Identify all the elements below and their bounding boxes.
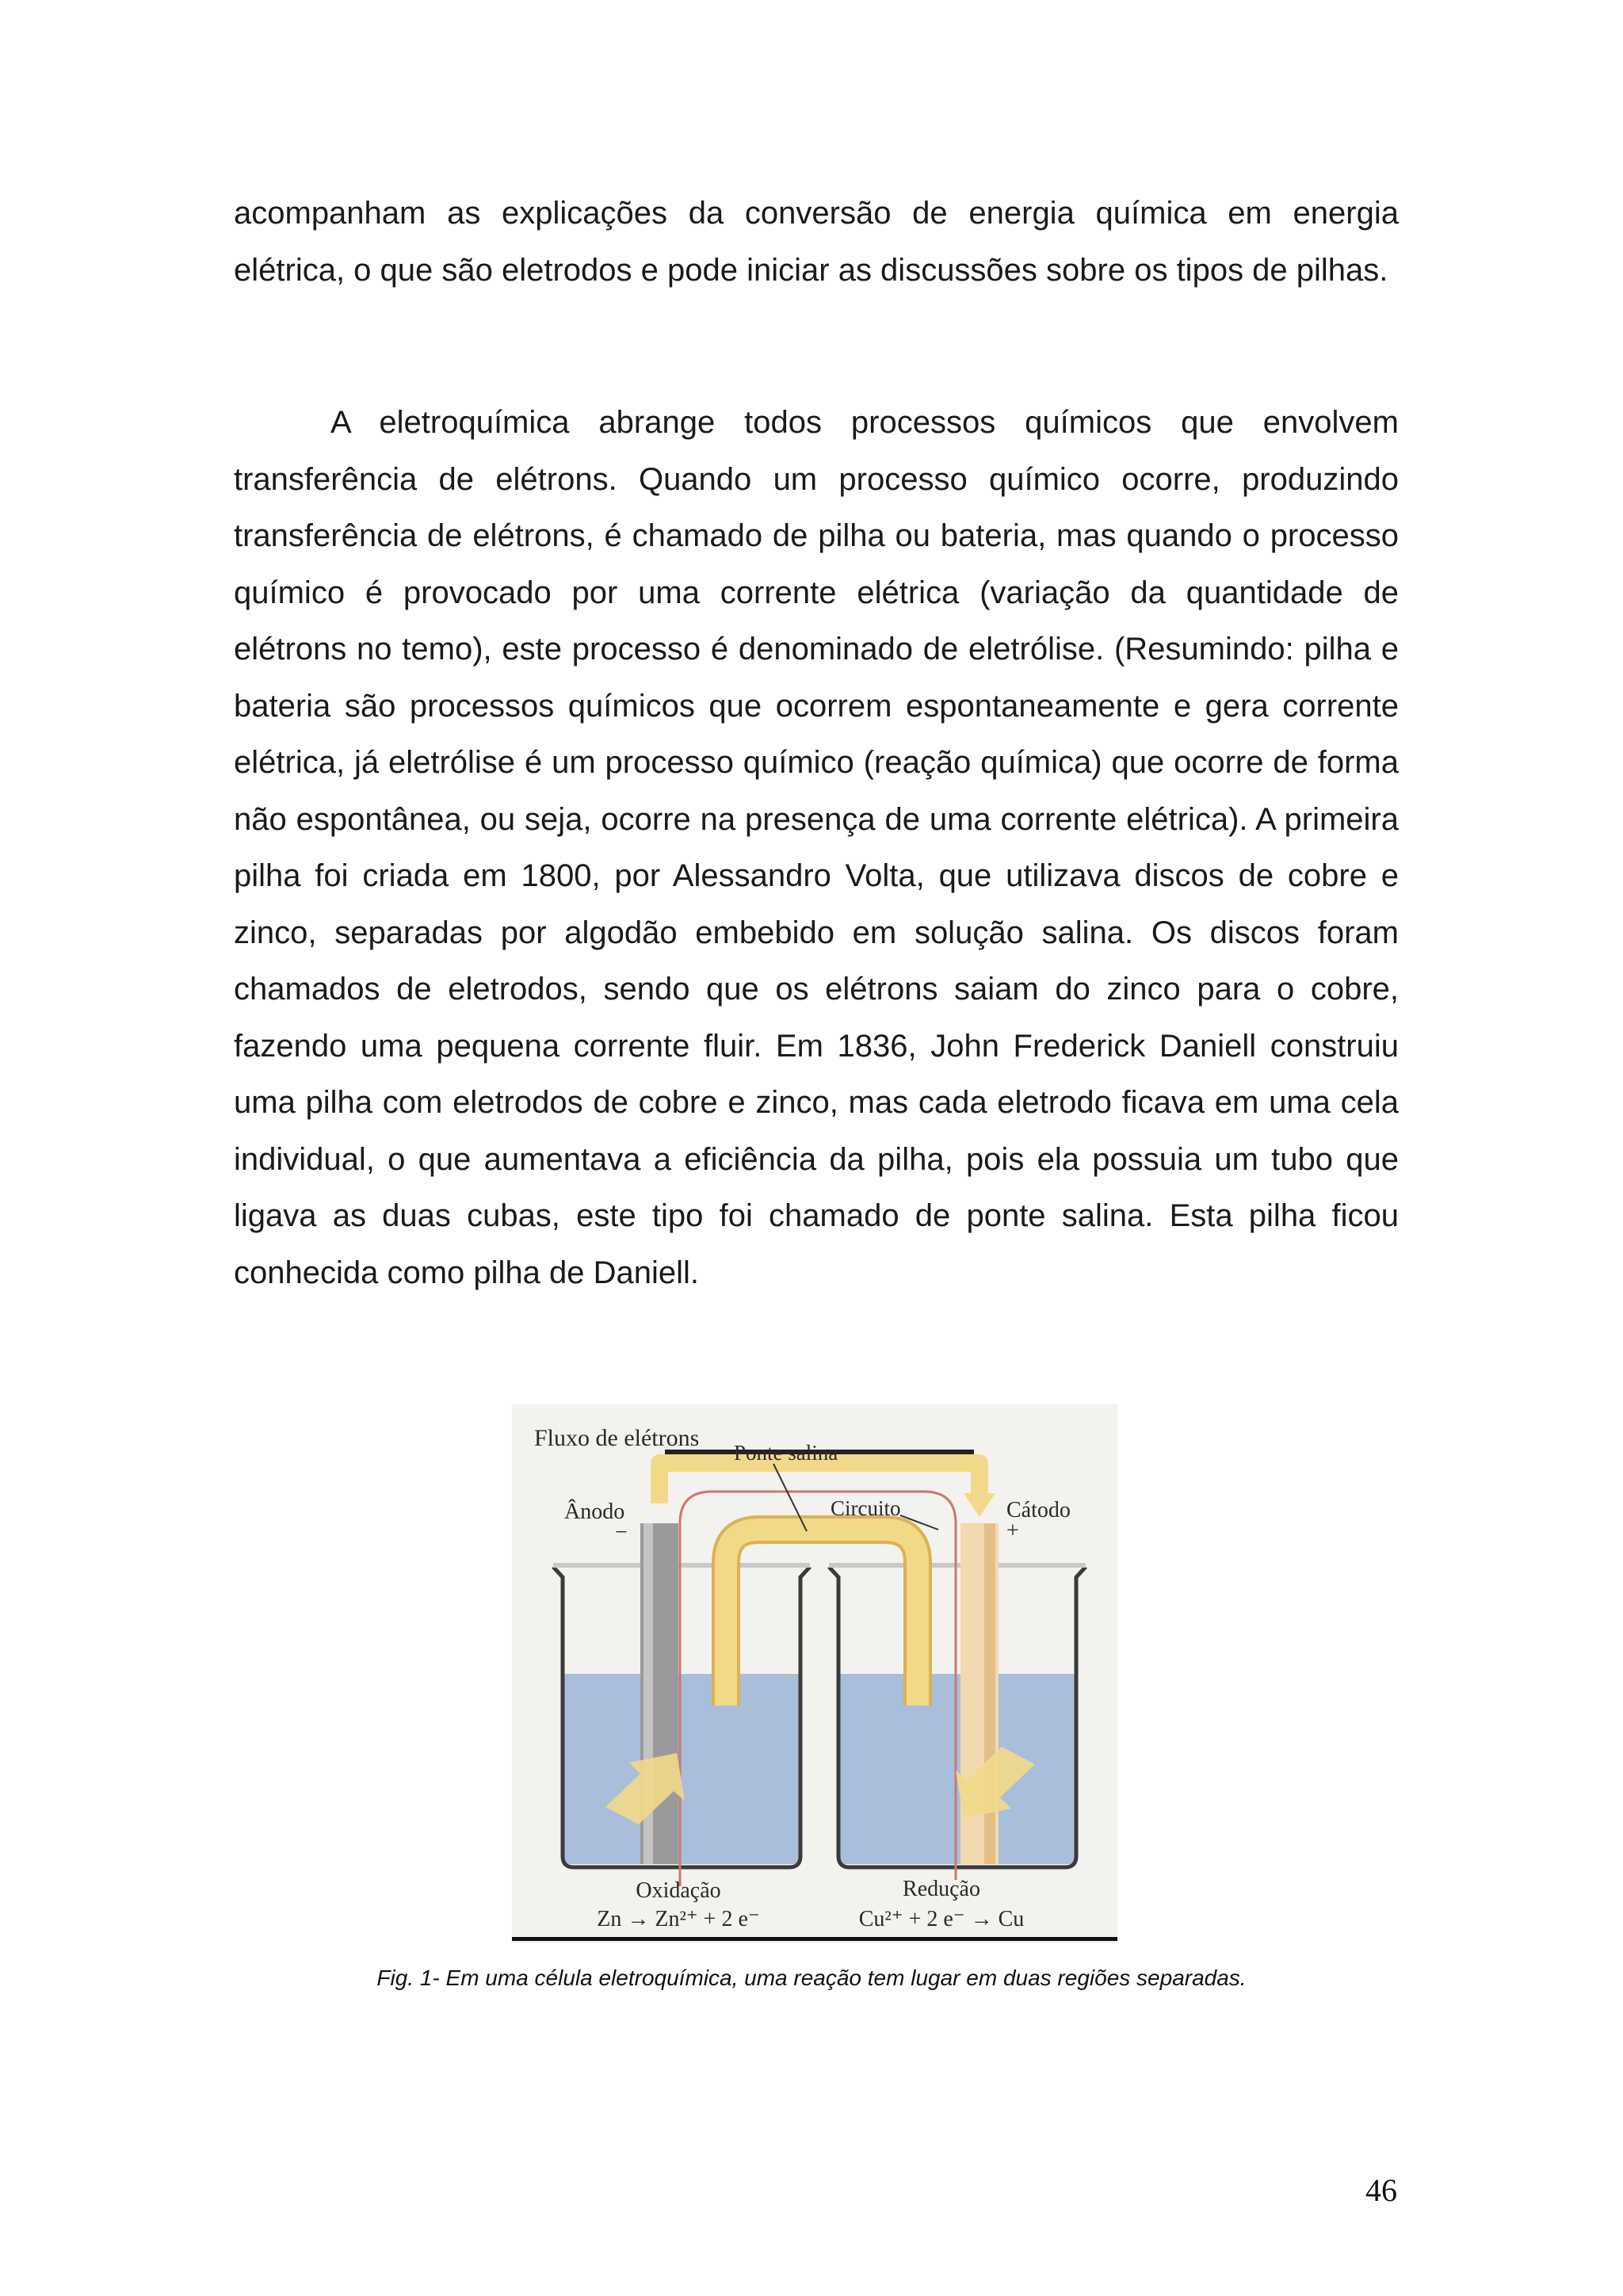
- salt-bridge-label: Ponte salina: [734, 1441, 838, 1465]
- oxidation-label: Oxidação: [636, 1878, 721, 1903]
- figure-caption: Fig. 1- Em uma célula eletroquímica, uma reação tem lugar em duas regiões separadas.: [376, 1966, 1247, 1990]
- paragraph-2: A eletroquímica abrange todos processos químicos que envolvem transferência de elétrons. Quando um processo químico ocorre, produzindo transferência de elétrons, é chamado de pilha ou bateria, mas quando o processo químico é provocado por uma corrente elétrica (variação da quantidade de elétrons no temo), este processo é denominado de eletrólise. (Resumindo: pilha e bateria são processos químicos que ocorrem espontaneamente e gera corrente elétrica, já eletrólise é um processo químico (reação química) que ocorre de forma não espontânea, ou seja, ocorre na presença de uma corrente elétrica). A primeira pilha foi criada em 1800, por Alessandro Volta, que utilizava discos de cobre e zinco, separadas por algodão embebido em solução salina. Os discos foram chamados de eletrodos, sendo que os elétrons saiam do zinco para o cobre, fazendo uma pequena corrente fluir. Em 1836, John Frederick Daniell construiu uma pilha com eletrodos de cobre e zinco, mas cada eletrodo ficava em uma cela individual, o que aumentava a eficiência da pilha, pois ela possuia um tubo que ligava as duas cubas, este tipo foi chamado de ponte salina. Esta pilha ficou conhecida como pilha de Daniell.: [234, 405, 1399, 1290]
- figure-bottom-rule: [512, 1937, 1117, 1941]
- reduction-label: Redução: [903, 1877, 980, 1901]
- left-beaker-rim: [553, 1563, 810, 1568]
- page-number: 46: [1365, 2172, 1397, 2208]
- cathode-label: Cátodo: [1006, 1498, 1071, 1522]
- electrochemical-cell-figure: [512, 1404, 1117, 1943]
- circuit-label: Circuito: [831, 1496, 901, 1520]
- daniell-cell-diagram: [512, 1404, 1117, 1943]
- electron-flow-label: Fluxo de elétrons: [534, 1425, 700, 1451]
- anode-sign: −: [615, 1520, 628, 1545]
- paragraph-1: acompanham as explicações da conversão de energia química em energia elétrica, o que são eletrodos e pode iniciar as discussões sobre os tipos de pilhas.: [234, 196, 1399, 288]
- oxidation-equation: Zn → Zn²⁺ + 2 e⁻: [597, 1907, 760, 1931]
- left-solution: [563, 1674, 800, 1864]
- right-beaker-rim: [829, 1563, 1086, 1568]
- reduction-equation: Cu²⁺ + 2 e⁻ → Cu: [858, 1907, 1025, 1931]
- right-solution: [838, 1674, 1076, 1864]
- anode-label: Ânodo: [564, 1499, 625, 1524]
- cathode-sign: +: [1006, 1519, 1019, 1543]
